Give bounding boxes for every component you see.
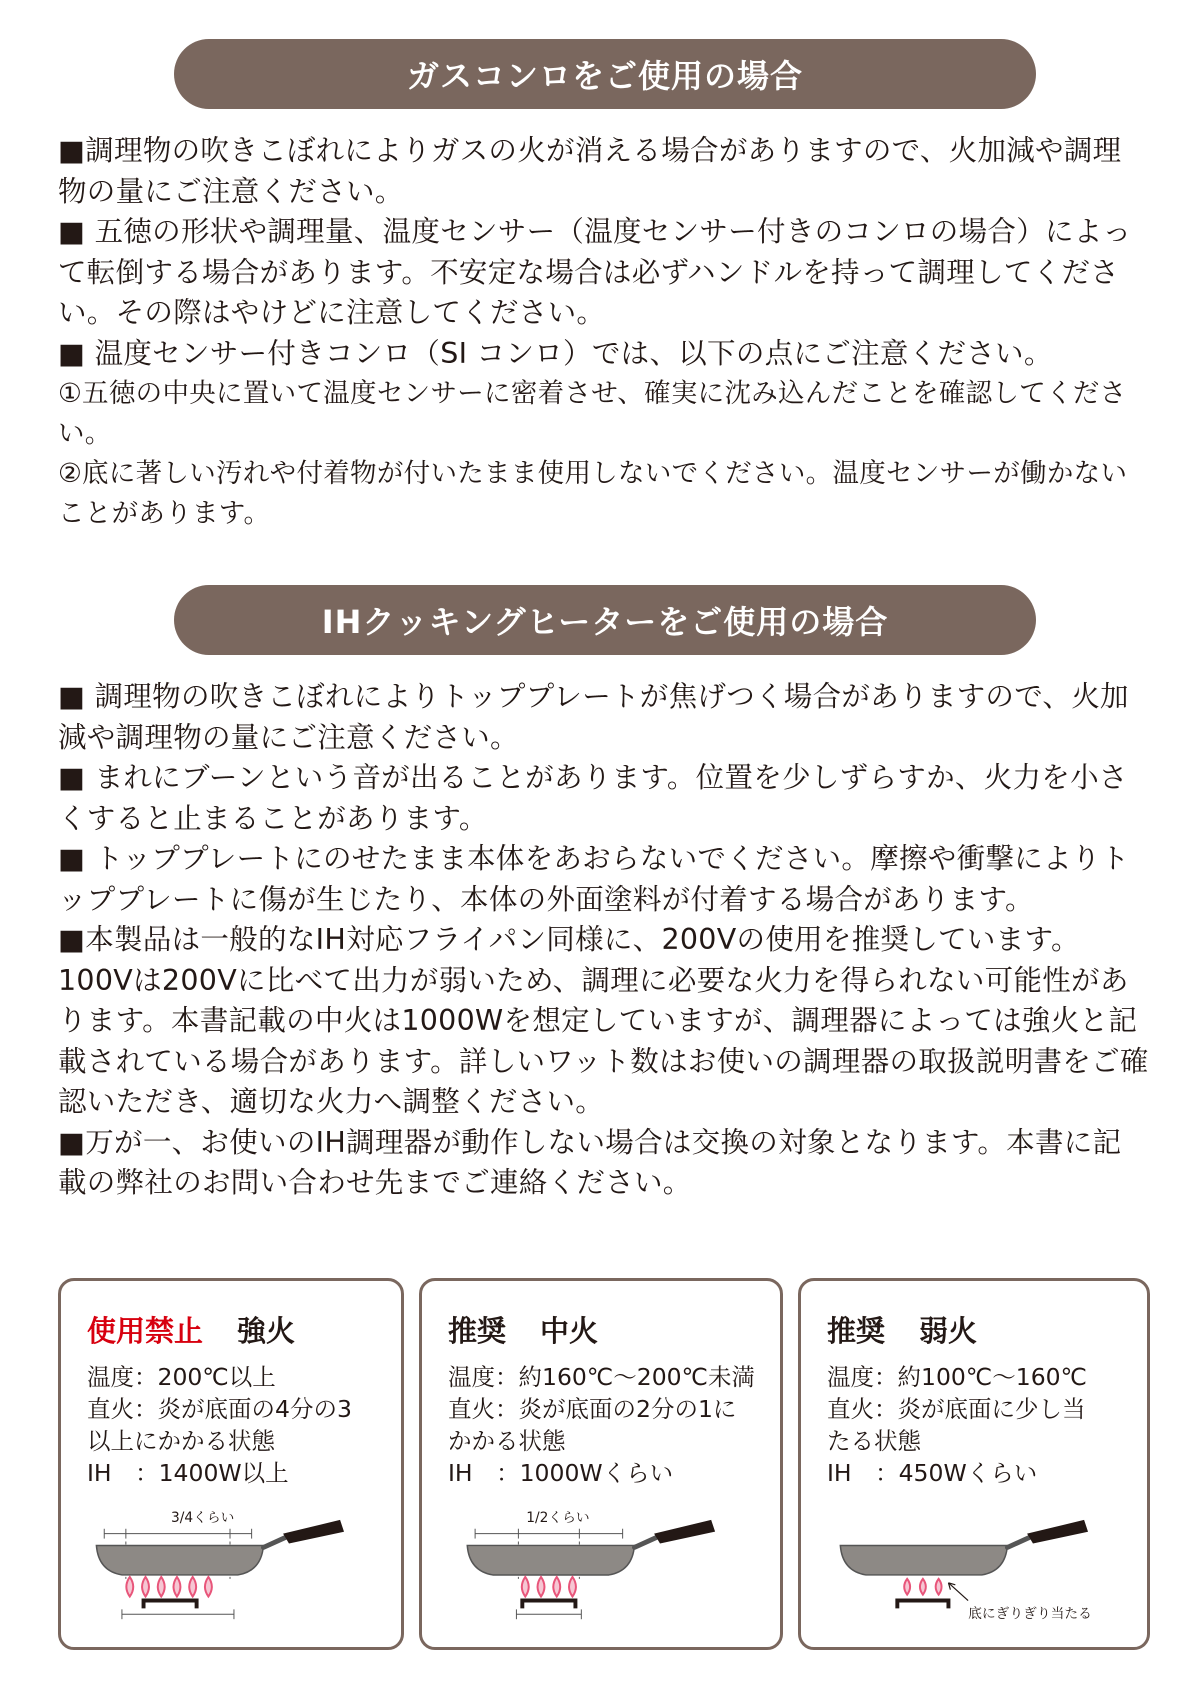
recommended-label: 推奨 <box>448 1314 507 1348</box>
gas-section-title: ガスコンロをご使用の場合 <box>174 39 1036 109</box>
width-arrow <box>122 1609 234 1619</box>
flame-icons <box>904 1579 941 1595</box>
burner-icon <box>522 1601 575 1609</box>
gas-section-text <box>58 131 1150 534</box>
ih-paragraph: ■本製品は一般的なIH対応フライパン同様に、200Vの使用を推奨しています。100Vは200Vに比べて出力が弱いため、調理に必要な火力を得られない可能性があります。本書記載の中火は1000Wを想定していますが、調理器によっては強火と記載されている場合があります。詳しいワット数はお使いの調理器の取扱説明書をご確認いただき、適切な火力へ調整ください。 <box>58 923 1149 1118</box>
diagram-label: 1/2くらい <box>526 1509 590 1526</box>
pointer-arrow <box>948 1583 968 1601</box>
frying-pan-illustration <box>422 1497 780 1647</box>
heat-level-label: 中火 <box>540 1314 599 1348</box>
burner-icon <box>897 1601 948 1609</box>
heat-card-strong <box>58 1278 404 1650</box>
ih-section-text <box>58 677 1150 1204</box>
detail-line: 直火：炎が底面に少し当 <box>827 1395 1086 1423</box>
detail-line: かかる状態 <box>448 1427 566 1455</box>
recommended-label: 推奨 <box>827 1314 886 1348</box>
detail-line: 直火：炎が底面の4分の3 <box>87 1395 352 1423</box>
card-details <box>827 1361 1087 1489</box>
card-details <box>448 1361 755 1489</box>
width-arrow <box>516 1609 581 1619</box>
gas-paragraph: ①五徳の中央に置いて温度センサーに密着させ、確実に沈み込んだことを確認してください。 <box>58 378 1127 449</box>
card-heading <box>87 1309 295 1350</box>
heat-level-label: 強火 <box>237 1314 296 1348</box>
card-details <box>87 1361 352 1489</box>
burner-icon <box>144 1600 197 1608</box>
diagram-label: 底にぎりぎり当たる <box>968 1606 1092 1623</box>
diagram-label: 3/4くらい <box>171 1509 235 1526</box>
gas-paragraph: ■ 温度センサー付きコンロ（SI コンロ）では、以下の点にご注意ください。 <box>58 336 1053 370</box>
flame-icons <box>126 1577 211 1597</box>
detail-line: IH ：1000Wくらい <box>448 1459 674 1487</box>
detail-line: 直火：炎が底面の2分の1に <box>448 1395 737 1423</box>
ih-paragraph: ■ まれにブーンという音が出ることがあります。位置を少しずらすか、火力を小さくすると止まることがあります。 <box>58 761 1128 835</box>
detail-line: IH ：1400W以上 <box>87 1459 289 1487</box>
detail-line: 温度：約160℃～200℃未満 <box>448 1363 755 1391</box>
heat-card-low <box>798 1278 1150 1650</box>
ih-paragraph: ■万が一、お使いのIH調理器が動作しない場合は交換の対象となります。本書に記載の弊社のお問い合わせ先までご連絡ください。 <box>58 1125 1122 1199</box>
frying-pan-illustration <box>801 1497 1147 1647</box>
ih-paragraph: ■ 調理物の吹きこぼれによりトッププレートが焦げつく場合がありますので、火加減や調理物の量にご注意ください。 <box>58 680 1129 754</box>
pan-icon <box>467 1520 715 1575</box>
detail-line: 温度：約100℃～160℃ <box>827 1363 1087 1391</box>
ih-section-title: IHクッキングヒーターをご使用の場合 <box>174 585 1036 655</box>
detail-line: 以上にかかる状態 <box>87 1427 275 1455</box>
detail-line: IH ：450Wくらい <box>827 1459 1038 1487</box>
detail-line: 温度：200℃以上 <box>87 1363 276 1391</box>
heat-level-cards <box>58 1278 1150 1656</box>
pan-icon <box>840 1520 1088 1575</box>
gas-paragraph: ■ 五徳の形状や調理量、温度センサー（温度センサー付きのコンロの場合）によって転倒する場合があります。不安定な場合は必ずハンドルを持って調理してください。その際はやけどに注意してください。 <box>58 215 1132 329</box>
gas-paragraph: ■調理物の吹きこぼれによりガスの火が消える場合がありますので、火加減や調理物の量にご注意ください。 <box>58 134 1122 208</box>
flame-icons <box>522 1577 576 1597</box>
pan-icon <box>96 1520 344 1575</box>
heat-level-label: 弱火 <box>919 1314 978 1348</box>
ih-paragraph: ■ トッププレートにのせたまま本体をあおらないでください。摩擦や衝撃によりトッププレートに傷が生じたり、本体の外面塗料が付着する場合があります。 <box>58 842 1130 916</box>
prohibited-label: 使用禁止 <box>87 1314 204 1348</box>
detail-line: たる状態 <box>827 1427 921 1455</box>
card-heading <box>448 1309 598 1350</box>
heat-card-medium <box>419 1278 783 1650</box>
gas-paragraph: ②底に著しい汚れや付着物が付いたまま使用しないでください。温度センサーが働かないことがあります。 <box>58 458 1128 529</box>
card-heading <box>827 1309 977 1350</box>
frying-pan-illustration <box>61 1497 401 1647</box>
